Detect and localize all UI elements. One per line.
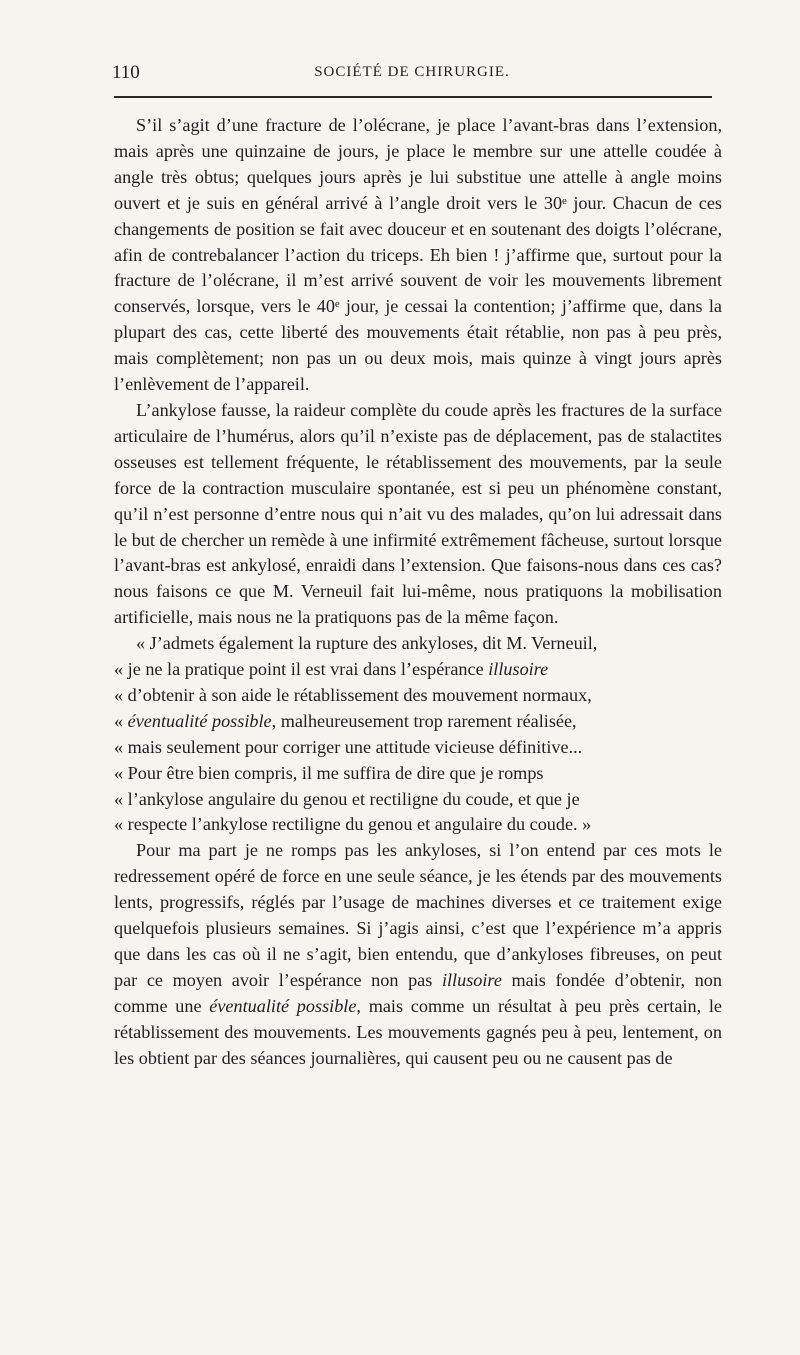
quote-line-text: « [114, 710, 128, 731]
quotation [114, 631, 722, 838]
paragraph: L’ankylose fausse, la raideur complète du coude après les fractures de la surface articulaire de l’humérus, alors qu’il n’existe pas de déplacement, pas de stalactites osseuses est tellement fréquente, le rétablissement des mouvements, par la seule force de la contraction musculaire spontanée, est si peu un phénomène constant, qu’il n’est personne d’entre nous qui n’ait vu des malades, qu’on lui adressait dans le but de chercher un remède à une infirmité extrêmement fâcheuse, surtout lorsque l’avant-bras est ankylosé, enraidi dans l’extension. Que faisons-nous dans ces cas? nous faisons ce que M. Verneuil fait lui-même, nous pratiquons la mobilisation artificielle, mais nous ne la pratiquons pas de la même façon. [114, 399, 722, 628]
paragraph-text: Pour ma part je ne romps pas les ankyloses, si l’on entend par ces mots le redressement opéré de force en une seule séance, je les étends par des mouvements lents, progressifs, réglés par l’usage de machines diverses et ce traitement exige quelquefois plusieurs semaines. Si j’agis ainsi, c’est que l’expérience m’a appris que dans les cas où il ne s’agit, bien entendu, que d’ankyloses fibreuses, on peut par ce moyen avoir l’espérance non pas [114, 840, 722, 990]
paragraph-text: , mais comme un résultat à peu près certain, le rétablissement des mouvements. Les mouvements gagnés peu à peu, lentement, on les obtient par des séances journalières, qui causent peu ou ne causent pas de [114, 995, 722, 1068]
quote-line-text: « je ne la pratique point il est vrai dans l’espérance [114, 659, 489, 680]
body-text [114, 113, 722, 1072]
quote-line: « d’obtenir à son aide le rétablissement des mouvement normaux, [114, 684, 592, 705]
quote-line: « respecte l’ankylose rectiligne du genou et angulaire du coude. » [114, 814, 592, 835]
italic-text: illusoire [441, 969, 502, 990]
paragraph-text: mais fondée d’obtenir, non comme une [114, 969, 722, 1016]
quote-line: « Pour être bien compris, il me suffira de dire que je romps [114, 762, 544, 783]
quote-italic: illusoire [488, 659, 549, 680]
quote-line: « l’ankylose angulaire du genou et rectiligne du coude, et que je [114, 788, 580, 809]
page-number: 110 [112, 62, 140, 83]
quote-line: « J’admets également la rupture des ankyloses, dit M. Verneuil, [136, 633, 598, 654]
paragraph [114, 838, 722, 1071]
paragraph: S’il s’agit d’une fracture de l’olécrane, je place l’avant-bras dans l’extension, mais après une quinzaine de jours, je place le membre sur une attelle coudée à angle très obtus; quelques jours après je lui substitue une attelle à angle moins ouvert et je suis en général arrivé à l’angle droit vers le 30ᵉ jour. Chacun de ces changements de position se fait avec douceur et en soutenant des doigts l’olécrane, afin de contrebalancer l’action du triceps. Eh bien ! j’affirme que, surtout pour la fracture de l’olécrane, il m’est arrivé souvent de voir les mouvements librement conservés, lorsque, vers le 40ᵉ jour, je cessai la contention; j’affirme que, dans la plupart des cas, cette liberté des mouvements était rétablie, non pas à peu près, mais complètement; non pas un ou deux mois, mais quinze à vingt jours après l’enlèvement de l’appareil. [114, 115, 722, 395]
quote-italic: éventualité possible [127, 710, 272, 731]
quote-line [114, 657, 722, 683]
quote-line [114, 709, 722, 735]
running-title: SOCIÉTÉ DE CHIRURGIE. [314, 64, 510, 80]
header-rule [114, 96, 712, 98]
quote-line: « mais seulement pour corriger une attitude vicieuse définitive... [114, 736, 583, 757]
page-header [112, 62, 712, 86]
italic-text: éventualité possible [209, 995, 357, 1016]
quote-line-text: , malheureusement trop rarement réalisée, [271, 710, 577, 731]
